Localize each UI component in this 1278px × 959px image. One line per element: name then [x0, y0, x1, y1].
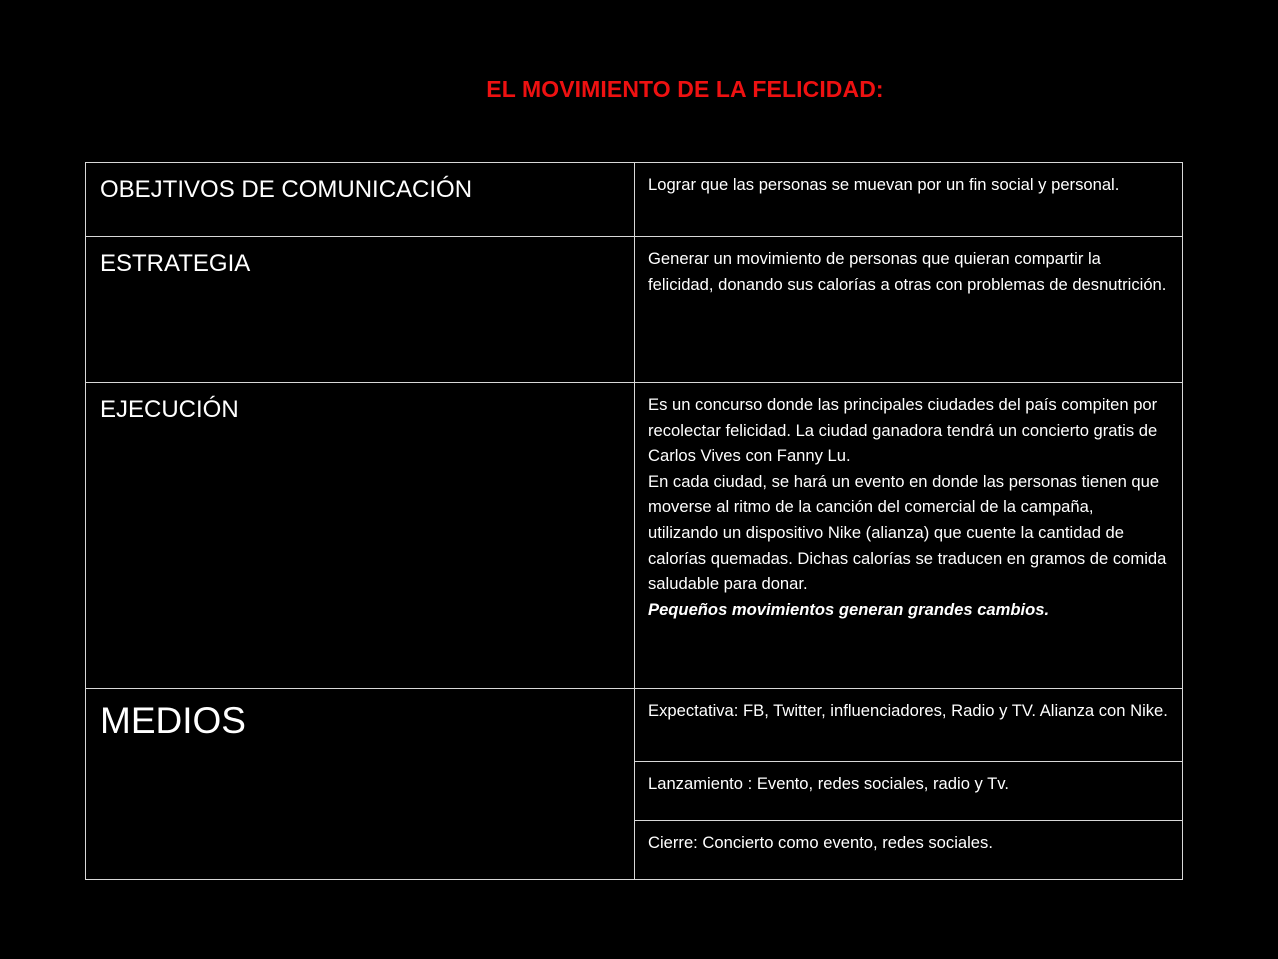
- desc-cell-estrategia: [635, 237, 1183, 383]
- objetivos-label: OBEJTIVOS DE COMUNICACIÓN: [100, 176, 473, 203]
- objetivos-text: Lograr que las personas se muevan por un fin social y personal.: [648, 175, 1120, 194]
- desc-cell-objetivos: [635, 163, 1183, 237]
- campaign-plan-table: [85, 162, 1183, 880]
- estrategia-label: ESTRATEGIA: [100, 250, 251, 277]
- medios-label: MEDIOS: [100, 700, 246, 741]
- medios-expectativa-text: Expectativa: FB, Twitter, influenciadores, Radio y TV. Alianza con Nike.: [648, 701, 1168, 720]
- medios-cierre-text: Cierre: Concierto como evento, redes sociales.: [648, 833, 993, 852]
- desc-cell-ejecucion: [635, 383, 1183, 689]
- slide-title: EL MOVIMIENTO DE LA FELICIDAD:: [486, 76, 884, 102]
- ejecucion-slogan: Pequeños movimientos generan grandes cambios.: [648, 599, 1050, 619]
- desc-cell-expectativa: [635, 689, 1183, 762]
- table-row-ejecucion: [86, 383, 1183, 689]
- label-cell-ejecucion: [86, 383, 635, 689]
- medios-lanzamiento-text: Lanzamiento : Evento, redes sociales, radio y Tv.: [648, 774, 1009, 793]
- table-row-objetivos: [86, 163, 1183, 237]
- desc-cell-lanzamiento: [635, 762, 1183, 821]
- estrategia-text: Generar un movimiento de personas que quieran compartir la felicidad, donando sus calorías a otras con problemas de desnutrición.: [648, 249, 1167, 294]
- label-cell-estrategia: [86, 237, 635, 383]
- table-row-medios-expectativa: [86, 689, 1183, 762]
- table-row-estrategia: [86, 237, 1183, 383]
- label-cell-objetivos: [86, 163, 635, 237]
- ejecucion-paragraph-2: En cada ciudad, se hará un evento en donde las personas tienen que moverse al ritmo de la canción del comercial de la campaña, utilizando un dispositivo Nike (alianza) que cuente la cantidad de calorías quemadas. Dichas calorías se traducen en gramos de comida saludable para donar.: [648, 471, 1167, 594]
- ejecucion-paragraph-1: Es un concurso donde las principales ciudades del país compiten por recolectar felicidad. La ciudad ganadora tendrá un concierto gratis de Carlos Vives con Fanny Lu.: [648, 395, 1158, 466]
- label-cell-medios: [86, 689, 635, 880]
- desc-cell-cierre: [635, 821, 1183, 880]
- ejecucion-label: EJECUCIÓN: [100, 396, 239, 423]
